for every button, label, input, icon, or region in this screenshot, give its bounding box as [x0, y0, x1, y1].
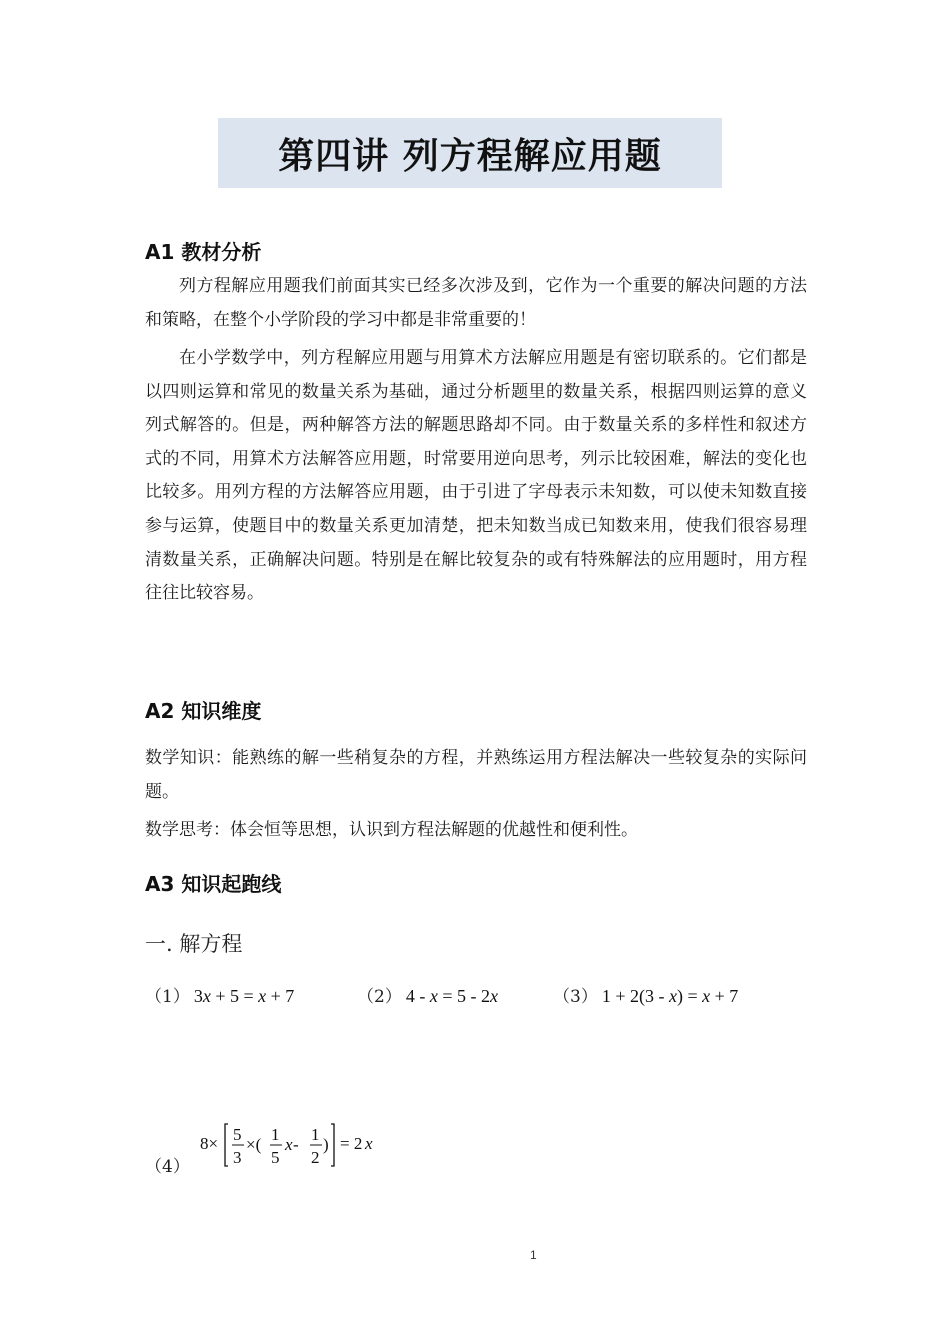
equation-2: [357, 982, 498, 1007]
equation-expression: 3x + 5 = x + 7: [193, 986, 295, 1006]
equation-label: （2）: [357, 987, 402, 1007]
equation-3: [553, 982, 738, 1007]
fraction-3-denominator: 2: [311, 1148, 320, 1167]
eq4-coefficient: 8×: [200, 1134, 219, 1153]
subheading-solve-equations: 一. 解方程: [145, 932, 243, 956]
paragraph-a1-1: 列方程解应用题我们前面其实已经多次涉及到，它作为一个重要的解决问题的方法和策略，在整个小学阶段的学习中都是非常重要的！: [145, 276, 807, 330]
equation-row: [145, 982, 807, 1014]
eq4-rhs: = 2: [340, 1134, 363, 1153]
eq4-rhs-variable: x: [365, 1134, 373, 1153]
fraction-3-numerator: 1: [311, 1125, 320, 1144]
fraction-1-numerator: 5: [233, 1125, 242, 1144]
equation-4-label: （4）: [145, 1157, 190, 1177]
right-bracket: [331, 1124, 334, 1166]
section-heading-a2: A2 知识维度: [145, 699, 262, 723]
equation-label: （1）: [145, 987, 190, 1007]
equation-4: [198, 1116, 388, 1172]
page-title: 第四讲 列方程解应用题: [278, 135, 662, 177]
equation-1: [145, 982, 294, 1007]
section-heading-a3: A3 知识起跑线: [145, 872, 282, 896]
left-bracket: [225, 1124, 228, 1166]
fraction-1-denominator: 3: [233, 1148, 242, 1167]
paragraph-a1-2: 在小学数学中，列方程解应用题与用算术方法解应用题是有密切联系的。它们都是以四则运算和常见的数量关系为基础，通过分析题里的数量关系，根据四则运算的意义列式解答的。但是，两种解答方法的解题思路却不同。由于数量关系的多样性和叙述方式的不同，用算术方法解答应用题，时常要用逆向思考，列示比较困难，解法的变化也比较多。用列方程的方法解答应用题，由于引进了字母表示未知数，可以使未知数直接参与运算，使题目中的数量关系更加清楚，把未知数当成已知数来用，使我们很容易理清数量关系，正确解决问题。特别是在解比较复杂的或有特殊解法的应用题时，用方程往往比较容易。: [145, 348, 807, 604]
eq4-close-paren: ): [323, 1135, 329, 1154]
eq4-times: ×(: [246, 1135, 262, 1154]
title-banner: [218, 118, 722, 188]
fraction-2-denominator: 5: [271, 1148, 280, 1167]
paragraph-a2-1: 数学知识：能熟练的解一些稍复杂的方程，并熟练运用方程法解决一些较复杂的实际问题。: [145, 748, 807, 802]
eq4-variable: x: [285, 1135, 293, 1154]
equation-expression: 1 + 2(3 - x) = x + 7: [601, 986, 739, 1006]
equation-expression: 4 - x = 5 - 2x: [405, 986, 498, 1006]
paragraph-a2-2: 数学思考：体会恒等思想，认识到方程法解题的优越性和便利性。: [145, 820, 638, 840]
fraction-2-numerator: 1: [271, 1125, 280, 1144]
section-heading-a1: A1 教材分析: [145, 240, 262, 264]
equation-label: （3）: [553, 987, 598, 1007]
page-number: 1: [530, 1248, 537, 1262]
eq4-minus: -: [293, 1135, 299, 1154]
